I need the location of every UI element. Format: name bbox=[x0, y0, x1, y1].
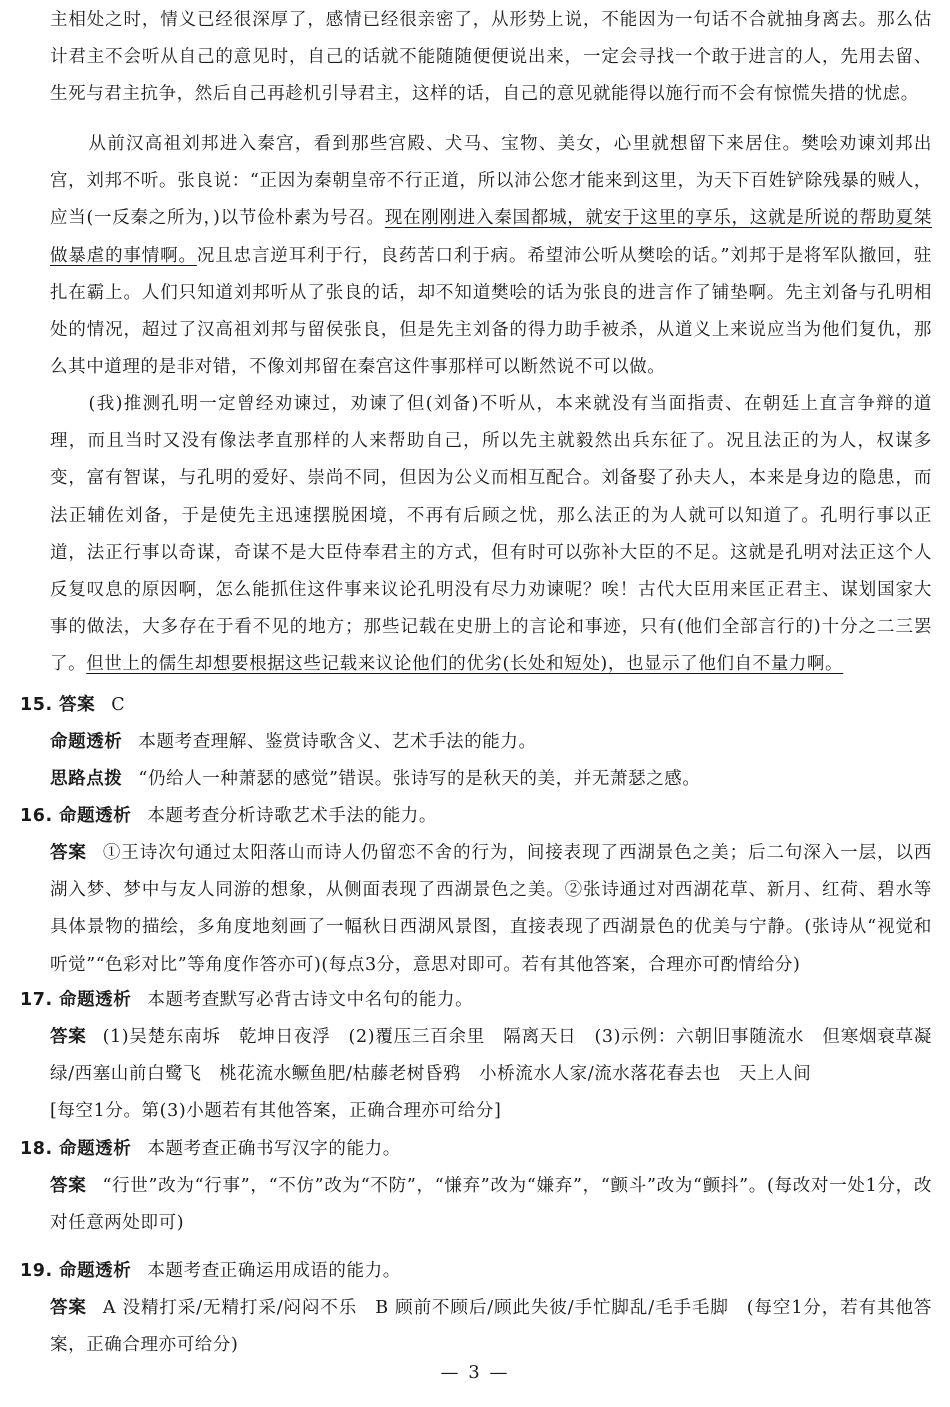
question-18-answer bbox=[50, 1168, 932, 1242]
page-number: — 3 — bbox=[440, 1362, 510, 1383]
analysis-label: 命题透析 bbox=[50, 732, 123, 752]
analysis-label: 命题透析 bbox=[58, 806, 132, 826]
question-number: 18. bbox=[20, 1139, 53, 1159]
analysis-text: 本题考查默写必背古诗文中名句的能力。 bbox=[147, 990, 474, 1010]
answer-item: A 没精打采/无精打采/闷闷不乐 bbox=[102, 1298, 358, 1318]
question-17-answer bbox=[50, 1019, 932, 1131]
answer-item: 但寒烟衰草凝绿/西塞山前白鹭飞 bbox=[50, 1027, 932, 1085]
analysis-text: 本题考查正确书写汉字的能力。 bbox=[147, 1139, 401, 1159]
analysis-text: 本题考查正确运用成语的能力。 bbox=[147, 1261, 401, 1281]
question-number: 16. bbox=[20, 806, 53, 826]
answer-value: C bbox=[111, 695, 126, 715]
answer-item: (3)示例：六朝旧事随流水 bbox=[594, 1027, 805, 1047]
scoring-note: (每空1分，若有其他答案，正确合理亦可给分) bbox=[50, 1298, 933, 1356]
answer-item: (1)吴楚东南坼 bbox=[102, 1027, 221, 1047]
answer-item: (2)覆压三百余里 bbox=[348, 1027, 486, 1047]
question-15-analysis bbox=[50, 724, 932, 761]
translation-paragraph-2 bbox=[50, 126, 932, 386]
answer-label: 答案 bbox=[50, 1298, 87, 1318]
scoring-note: [每空1分。第(3)小题若有其他答案，正确合理亦可给分] bbox=[50, 1101, 502, 1122]
question-18-analysis bbox=[20, 1131, 932, 1168]
translation-text: 况且忠言逆耳利于行，良药苦口利于病。希望沛公听从樊哙的话。”刘邦于是将军队撤回，驻扎在霸上。人们只知道刘邦听从了张良的话，却不知道樊哙的话为张良的进言作了铺垫啊。先主刘备与孔明相处的情况，超过了汉高祖刘邦与留侯张良，但是先主刘备的得力助手被杀，从道义上来说应当为他们复仇，那么其中道理的是非对错，不像刘邦留在秦宫这件事那样可以断然说不可以做。 bbox=[50, 245, 932, 378]
translation-paragraph-3 bbox=[50, 386, 932, 684]
answer-label: 答案 bbox=[50, 1176, 87, 1196]
translation-text: 主相处之时，情义已经很深厚了，感情已经很亲密了，从形势上说，不能因为一句话不合就抽身离去。那么估计君主不会听从自己的意见时，自己的话就不能随随便便说出来，一定会寻找一个敢于进言的人，先用去留、生死与君主抗争，然后自己再趁机引导君主，这样的话，自己的意见就能得以施行而不会有惊慌失措的忧虑。 bbox=[50, 10, 932, 105]
question-15-answer bbox=[20, 687, 932, 724]
question-19-analysis bbox=[20, 1253, 932, 1290]
analysis-text: 本题考查理解、鉴赏诗歌含义、艺术手法的能力。 bbox=[138, 732, 537, 752]
question-16-analysis bbox=[20, 798, 932, 835]
answer-label: 答案 bbox=[58, 695, 96, 715]
hint-text: “仍给人一种萧瑟的感觉”错误。张诗写的是秋天的美，并无萧瑟之感。 bbox=[138, 769, 701, 789]
answer-item: B 顾前不顾后/顾此失彼/手忙脚乱/毛手毛脚 bbox=[375, 1298, 729, 1318]
answer-item: 小桥流水人家/流水落花春去也 bbox=[479, 1064, 721, 1085]
underlined-sentence: 现在刚刚进入秦国都城，就安于这里的享乐，这就是所说的帮助夏桀做暴虐的事情啊。 bbox=[50, 208, 933, 266]
question-17-analysis bbox=[20, 982, 932, 1019]
translation-text: 从前汉高祖刘邦进入秦宫，看到那些宫殿、犬马、宝物、美女，心里就想留下来居住。樊哙劝谏刘邦出宫，刘邦不听。张良说：“正因为秦朝皇帝不行正道，所以沛公您才能来到这里，为天下百姓铲除残暴的贼人，应当(一反秦之所为，)以节俭朴素为号召。 bbox=[50, 134, 932, 229]
question-number: 17. bbox=[20, 990, 53, 1010]
translation-paragraph-1 bbox=[50, 2, 932, 114]
answer-text: “行世”改为“行事”，“不仿”改为“不防”，“慊弃”改为“嫌弃”，“颤斗”改为“颤抖”。(每改对一处1分，改对任意两处即可) bbox=[50, 1176, 932, 1234]
question-number: 15. bbox=[20, 695, 53, 715]
answer-item: 隔离天日 bbox=[503, 1027, 577, 1047]
answer-label: 答案 bbox=[50, 1027, 87, 1047]
underlined-sentence: 但世上的儒生却想要根据这些记载来议论他们的优劣(长处和短处)，也显示了他们自不量力啊。 bbox=[86, 654, 844, 675]
question-number: 19. bbox=[20, 1261, 53, 1281]
analysis-label: 命题透析 bbox=[58, 1139, 132, 1159]
answer-item: 乾坤日夜浮 bbox=[238, 1027, 331, 1047]
answer-item: 桃花流水鳜鱼肥/枯藤老树昏鸦 bbox=[219, 1064, 462, 1085]
answer-label: 答案 bbox=[50, 843, 87, 863]
analysis-text: 本题考查分析诗歌艺术手法的能力。 bbox=[147, 806, 437, 826]
question-15-hint bbox=[50, 761, 932, 798]
question-19-answer bbox=[50, 1290, 932, 1364]
answer-item: 天上人间 bbox=[738, 1064, 812, 1085]
translation-text: (我)推测孔明一定曾经劝谏过，劝谏了但(刘备)不听从，本来就没有当面指责、在朝廷上直言争辩的道理，而且当时又没有像法孝直那样的人来帮助自己，所以先主就毅然出兵东征了。况且法正的为人，权谋多变，富有智谋，与孔明的爱好、崇尚不同，但因为公义而相互配合。刘备娶了孙夫人，本来是身边的隐患，而法正辅佐刘备，于是使先主迅速摆脱困境，不再有后顾之忧，那么法正的为人就可以知道了。孔明行事以正道，法正行事以奇谋，奇谋不是大臣侍奉君主的方式，但有时可以弥补大臣的不足。这就是孔明对法正这个人反复叹息的原因啊，怎么能抓住这件事来议论孔明没有尽力劝谏呢？唉！古代大臣用来匡正君主、谋划国家大事的做法，大多存在于看不见的地方；那些记载在史册上的言论和事迹，只有(他们全部言行的)十分之二三罢了。 bbox=[50, 394, 932, 675]
analysis-label: 命题透析 bbox=[58, 1261, 132, 1281]
analysis-label: 命题透析 bbox=[58, 990, 132, 1010]
answer-text: ①王诗次句通过太阳落山而诗人仍留恋不舍的行为，间接表现了西湖景色之美；后二句深入一层，以西湖入梦、梦中与友人同游的想象，从侧面表现了西湖景色之美。②张诗通过对西湖花草、新月、红荷、碧水等具体景物的描绘，多角度地刻画了一幅秋日西湖风景图，直接表现了西湖景色的优美与宁静。(张诗从“视觉和听觉”“色彩对比”等角度作答亦可)(每点3分，意思对即可。若有其他答案，合理亦可酌情给分) bbox=[50, 843, 933, 975]
hint-label: 思路点拨 bbox=[50, 769, 123, 789]
question-16-answer bbox=[50, 835, 932, 984]
